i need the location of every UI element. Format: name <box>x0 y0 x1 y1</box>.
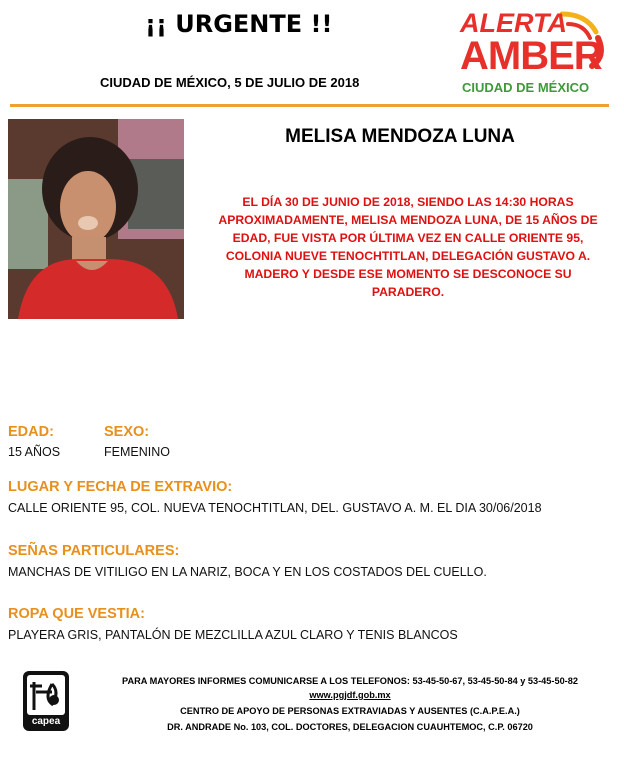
clothing-value: PLAYERA GRIS, PANTALÓN DE MEZCLILLA AZUL CLARO Y TENIS BLANCOS <box>8 628 458 642</box>
sex-value: FEMENINO <box>104 445 170 459</box>
footer-address: DR. ANDRADE No. 103, COL. DOCTORES, DELEGACION CUAUHTEMOC, C.P. 06720 <box>167 722 533 732</box>
capea-logo <box>22 670 70 732</box>
alerta-amber-logo <box>460 8 610 100</box>
age-label: EDAD: <box>8 424 54 440</box>
sex-label: SEXO: <box>104 424 150 440</box>
place-date-label: LUGAR Y FECHA DE EXTRAVIO: <box>8 479 233 495</box>
place-date-value: CALLE ORIENTE 95, COL. NUEVA TENOCHTITLAN, DEL. GUSTAVO A. M. EL DIA 30/06/2018 <box>8 501 542 515</box>
logo-line-alerta: ALERTA <box>460 8 567 38</box>
marks-value: MANCHAS DE VITILIGO EN LA NARIZ, BOCA Y EN LOS COSTADOS DEL CUELLO. <box>8 565 487 579</box>
footer-phones: PARA MAYORES INFORMES COMUNICARSE A LOS TELEFONOS: 53-45-50-67, 53-45-50-84 y 53-45-50-82 <box>122 676 578 686</box>
clothing-label: ROPA QUE VESTIA: <box>8 606 145 622</box>
urgent-heading: ¡¡ URGENTE !! <box>145 10 333 38</box>
age-value: 15 AÑOS <box>8 445 61 459</box>
marks-label: SEÑAS PARTICULARES: <box>8 543 180 559</box>
capea-label: capea <box>31 716 61 727</box>
logo-line-city: CIUDAD DE MÉXICO <box>462 80 590 95</box>
missing-person-name: MELISA MENDOZA LUNA <box>285 126 515 147</box>
dateline: CIUDAD DE MÉXICO, 5 DE JULIO DE 2018 <box>100 75 360 90</box>
logo-line-amber: AMBER <box>460 34 602 78</box>
missing-description: EL DÍA 30 DE JUNIO DE 2018, SIENDO LAS 14:30 HORAS APROXIMADAMENTE, MELISA MENDOZA LUNA, DE 15 AÑOS DE EDAD, FUE VISTA POR ÚLTIMA VEZ EN CALLE ORIENTE 95, COLONIA NUEVE TENOCHTITLAN, DELEGACIÓN GUSTAVO A. MADERO Y DESDE ESE MOMENTO SE DESCONOCE SU PARADERO. <box>218 195 598 299</box>
missing-person-photo <box>8 119 184 319</box>
footer-center: CENTRO DE APOYO DE PERSONAS EXTRAVIADAS Y AUSENTES (C.A.P.E.A.) <box>180 706 520 716</box>
header-divider <box>10 104 609 107</box>
footer-url[interactable]: www.pgjdf.gob.mx <box>309 690 391 700</box>
person-portrait-icon <box>8 119 184 319</box>
